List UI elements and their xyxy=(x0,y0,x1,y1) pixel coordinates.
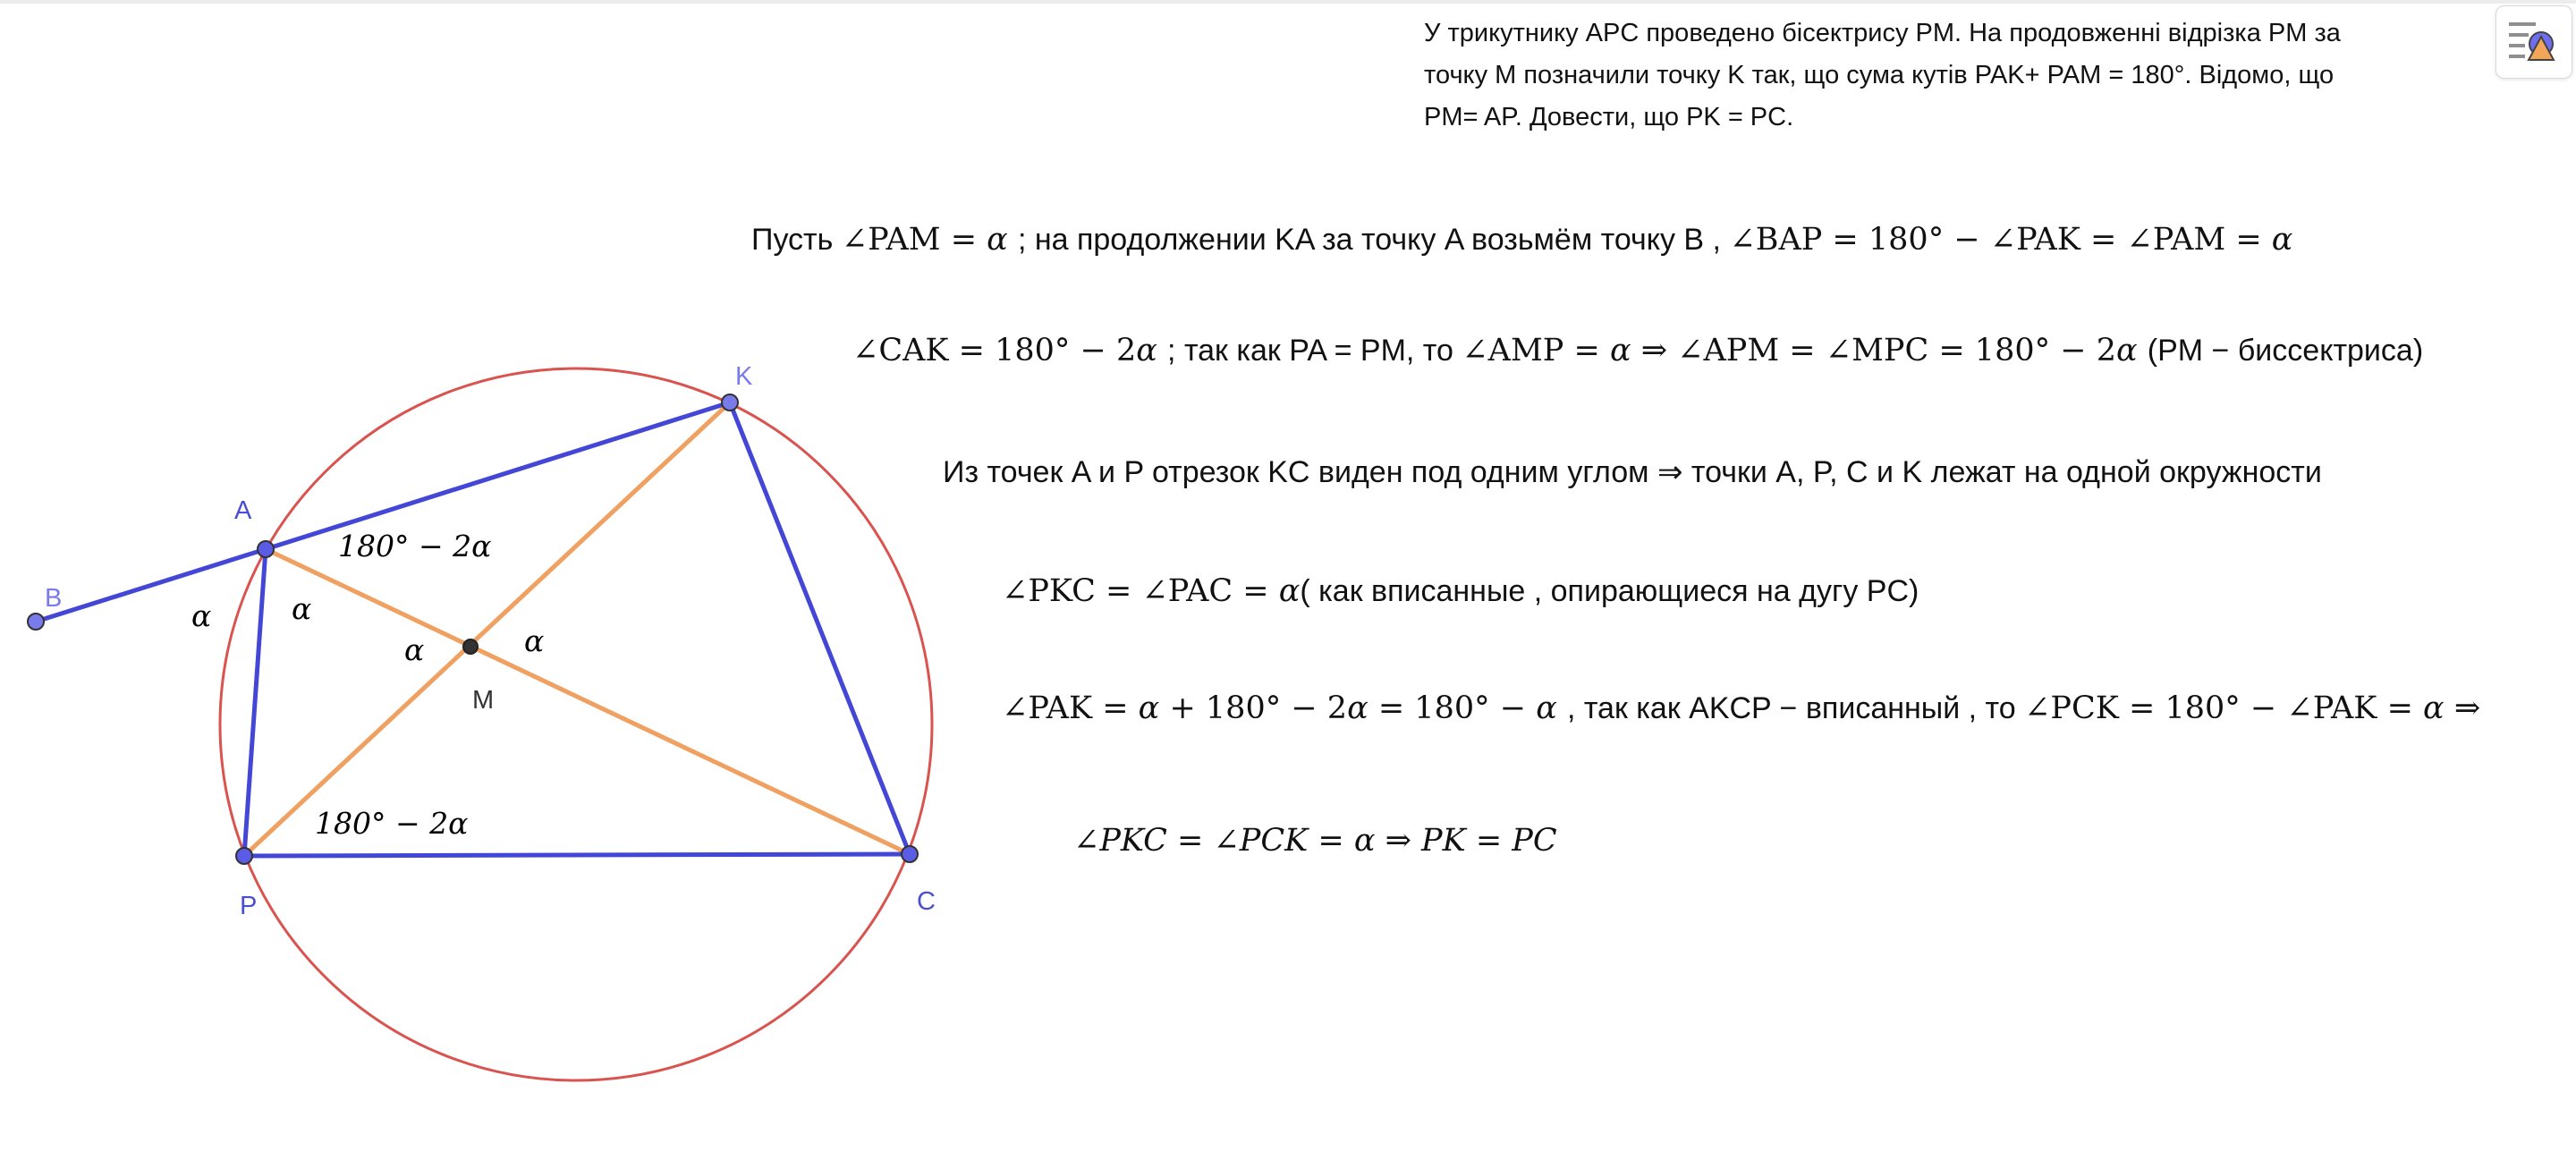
label-A: A xyxy=(234,496,252,525)
math: ∠PAK = xyxy=(1002,690,1139,726)
segment-AP xyxy=(244,549,266,856)
angle-label-MPC: 180° − 2α xyxy=(315,806,469,841)
alpha: α xyxy=(2271,222,2293,258)
angle-label-KMC: α xyxy=(524,623,545,658)
alpha: α xyxy=(1136,333,1157,368)
text: Пусть xyxy=(751,223,842,257)
angle-label-CAK: 180° − 2α xyxy=(338,529,492,563)
problem-line: PM= AP. Довести, що PK = PC. xyxy=(1424,103,1794,131)
label-K: K xyxy=(735,362,753,391)
segment-BA xyxy=(36,549,266,622)
alpha: α xyxy=(987,222,1008,258)
graphics-menu-icon xyxy=(2509,21,2559,64)
segment-KC xyxy=(730,402,910,854)
math: ∠CAK = 180° − 2 xyxy=(852,333,1137,368)
point-A[interactable] xyxy=(258,541,274,557)
graphics-menu-button[interactable] xyxy=(2496,5,2572,79)
point-C[interactable] xyxy=(902,846,918,862)
problem-line: точку M позначили точку K так, що сума кутів PAK+ PAM = 180°. Відомо, що xyxy=(1424,61,2334,89)
math: = 180° − xyxy=(1377,690,1537,726)
label-B: B xyxy=(45,584,63,613)
alpha: α xyxy=(1278,573,1301,609)
alpha: α xyxy=(1609,333,1631,368)
text: ; на продолжении KA за точку A возьмём точку B , xyxy=(1017,223,1730,257)
angle-label-AMP: α xyxy=(404,632,425,667)
label-P: P xyxy=(240,892,258,920)
math: ∠PKC = ∠PCK = α ⇒ PK = PC xyxy=(1073,823,1557,859)
point-P[interactable] xyxy=(236,848,252,864)
math: ⇒ xyxy=(2444,690,2481,726)
math: ∠BAP = 180° − ∠PAK = ∠PAM = xyxy=(1729,222,2272,258)
math: ∠PAM = xyxy=(841,222,987,258)
text: , так как AKCP − вписанный , то xyxy=(1566,691,2025,725)
text: ( как вписанные , опирающиеся на дугу PC) xyxy=(1300,574,1919,608)
alpha: α xyxy=(2423,690,2445,726)
alpha: α xyxy=(1536,690,1557,726)
solution-line-3 xyxy=(943,454,2322,490)
alpha: α xyxy=(1138,690,1160,726)
alpha: α xyxy=(1347,690,1368,726)
point-M[interactable] xyxy=(463,639,478,654)
alpha: α xyxy=(2115,333,2138,368)
label-C: C xyxy=(917,887,936,916)
solution-line-4 xyxy=(1002,573,1919,609)
solution-line-2 xyxy=(852,333,2423,368)
problem-line: У трикутнику APC проведено бісектрису PM. На продовженні відрізка PM за xyxy=(1424,19,2341,47)
math: ∠AMP = xyxy=(1462,333,1610,368)
segment-PC xyxy=(244,854,910,856)
problem-statement xyxy=(1424,13,2497,139)
circumcircle xyxy=(220,368,932,1080)
geometry-diagram xyxy=(0,0,984,1160)
point-B[interactable] xyxy=(28,614,44,630)
point-K[interactable] xyxy=(722,394,738,411)
label-M: M xyxy=(472,686,495,715)
math: ⇒ ∠APM = ∠MPC = 180° − 2 xyxy=(1640,333,2116,368)
math: ∠PKC = ∠PAC = xyxy=(1002,573,1279,609)
text: ; так как PA = PM, то xyxy=(1167,334,1462,368)
text: Из точек A и P отрезок KC виден под одним углом ⇒ точки A, P, C и K лежат на одной окружности xyxy=(943,455,2322,489)
solution-line-5 xyxy=(1002,690,2480,726)
solution-line-6 xyxy=(1073,823,1557,859)
angle-label-BAP: α xyxy=(191,598,212,633)
text: (PM − биссектриса) xyxy=(2147,334,2424,368)
math: ∠PCK = 180° − ∠PAK = xyxy=(2024,690,2424,726)
angle-label-PAM: α xyxy=(292,591,312,626)
segment-PK xyxy=(244,402,730,856)
math: + 180° − 2 xyxy=(1169,690,1348,726)
segment-AK xyxy=(266,402,730,549)
